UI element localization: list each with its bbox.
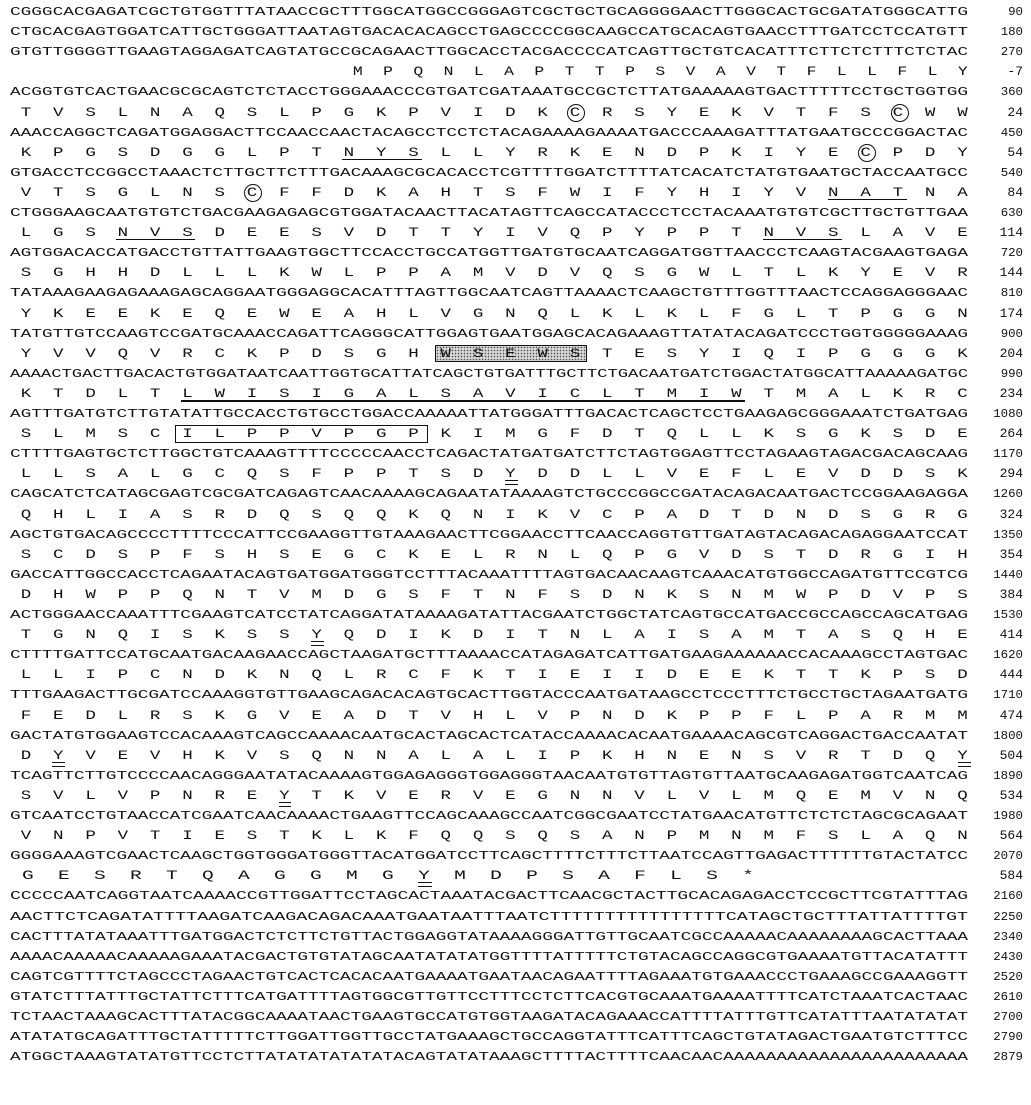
amino-acid-sequence: T G N Q I S K S S Y Q D I K D I T N L A I S A M T A S Q H E (10, 627, 968, 643)
nucleotide-row (8, 404, 1023, 424)
nucleotide-sequence: AAAACTGACTTGACACTGTGGATAATCAATTGGTGCATTATCAGCTGTGATTTGCTTCTGACAATGATCTGGACTATGGCATTAAAAAGATGC (10, 366, 968, 381)
position-number: 900 (1000, 326, 1023, 341)
amino-acid-row (8, 424, 1023, 444)
tyrosine-double-underline (311, 641, 324, 646)
amino-acid-row (8, 103, 1023, 123)
nucleotide-sequence: ACTGGGAACCAAATTTCGAAGTCATCCTATCAGGATATAAAAGATATTACGAATCTGGCTATCAGTGCCATGACCGCCAGCCAGCATGAG (10, 608, 968, 622)
nucleotide-sequence: CGGGCACGAGATCGCTGTGGTTTATAACCGCTTTGGCATGGCCGGGAGTCGCTGCTGCAGGGGAACTTGGGCACTGCGATATGGGCATTG (10, 5, 968, 19)
position-number: 144 (999, 265, 1023, 281)
tyrosine-double-underline (52, 762, 65, 767)
nucleotide-sequence: GTCAATCCTGTAACCATCGAATCAACAAAACTGAAGTTCCAGCAAAGCCAATCGGCGAATCCTATGAACATGTTCTCTCTAGCGCAGAAT (10, 809, 968, 823)
nucleotide-sequence: GTATCTTTATTTGCTATTCTTTCATGATTTTAGTGGCGTTGTTCCTTTCCTCTTCACGTGCAAATGAAAATTTTCATCTAAATCACTAAC (10, 989, 968, 1004)
amino-acid-row (8, 545, 1023, 565)
nucleotide-sequence: CTGCACGAGTGGATCATTGCTGGGATTAATAGTGACACACAGCCTGAGCCCCGGCAAGCCATGCACAGTGAACCTTTGATCCTCCATGTT (10, 25, 968, 40)
nucleotide-sequence: GGGGAAAGTCGAACTCAAGCTGGTGGGATGGGTTACATGGATCCTTCAGCTTTTCTTTCTTAATCCAGTTGAGACTTTTTTGTACTATCC (10, 849, 968, 864)
nucleotide-sequence: AAACCAGGCTCAGATGGAGGACTTCCAACCAACTACAGCCTCCTCTACAGAAAAGAAAATGACCCAAAGATTTATGAATGCCCGGACTAC (10, 125, 968, 140)
nucleotide-row (8, 123, 1023, 143)
nucleotide-row (8, 444, 1023, 464)
position-number: 1800 (993, 728, 1023, 743)
position-number: 360 (1000, 85, 1023, 100)
position-number: 384 (999, 586, 1023, 602)
amino-acid-row (8, 625, 1023, 645)
nucleotide-sequence: AGTGGACACCATGACCTGTTATTGAAGTGGCTTCCACCTGCCATGGTTGATGTGCAATCAGGATGGTTAACCCTCAAGTACGAAGTGAGA (10, 246, 968, 261)
position-number: 114 (999, 225, 1023, 241)
amino-acid-sequence: S G H H D L L L K W L P P A M V D V Q S G W L T L K Y E V R (10, 265, 968, 281)
position-number: 2520 (993, 969, 1023, 984)
tyrosine-double-underline (279, 802, 292, 807)
position-number: 414 (999, 627, 1023, 643)
amino-acid-sequence: S V L V P N R E Y T K V E R V E G N N V L V L M Q E M V N Q (10, 787, 968, 803)
nucleotide-sequence: TATAAAGAAGAGAAAGAGCAGGAATGGGAGGCACATTTAGTTGGCAATCAGTTAAAACTCAAGCTGTTTGGTTTAACTCCAGGAGGGAAC (10, 286, 968, 301)
nucleotide-sequence: CTGGGAAGCAATGTGTCTGACGAAGAGAGCGTGGATACAACTTACATAGTTCAGCCATACCCTCCTACAAATGTGTCGCTTGCTGTTGAA (10, 206, 968, 220)
nucleotide-sequence: TATGTTGTCCAAGTCCGATGCAAACCAGATTCAGGGCATTGGAGTGAATGGAGCACAGAAAGTTATATACAGATCCCTGGTGGGGGAAAG (10, 326, 968, 341)
nucleotide-row (8, 42, 1023, 62)
nucleotide-sequence: AGCTGTGACAGCCCCTTTTCCCATTCCGAAGGTTGTAAAGAACTTCGGAACCTTCAACCAGGTGTTGATAGTACAGACAGAGGAATCCAT (10, 527, 968, 542)
position-number: 1350 (993, 527, 1023, 542)
nucleotide-sequence: GTGACCTCCGGCCTAAACTCTTGCTTCTTTGACAAAGCGCACACCTCGTTTTGGATCTTTTATCACATCTATGTGAATGCTACCAATGCC (10, 165, 968, 180)
nucleotide-sequence: CTTTTGAGTGCTCTTGGCTGTCAAAGTTTTCCCCCAACCTCAGACTATGATGATCTTCTAGTGGAGTTCCTAGAAGTAGACGACAGCAAG (10, 447, 968, 462)
position-number: 1080 (993, 407, 1023, 421)
nucleotide-sequence: CAGTCGTTTTCTAGCCCTAGAACTGTCACTCACACAATGAAAATGAATAACAGAATTTTAGAAATGTGAAACCCTGAAAGCCGAAAGGTT (10, 969, 968, 984)
nucleotide-row (8, 22, 1023, 42)
amino-acid-sequence: K T D L T L W I S I G A L S A V I C L T M I W T M A L K R C (10, 385, 968, 401)
tyrosine-double-underline (505, 480, 518, 485)
nucleotide-row (8, 947, 1023, 967)
nucleotide-row (8, 2, 1023, 22)
position-number: 2790 (993, 1030, 1023, 1045)
amino-acid-sequence: Y V V Q V R C K P D S G H W S E W S T E S Y I Q I P G G G K (10, 345, 968, 361)
position-number: 584 (999, 868, 1023, 884)
nucleotide-row (8, 243, 1023, 263)
nucleotide-sequence: TCAGTTCTTGTCCCCAACAGGGAATATACAAAAGTGGAGAGGGTGGAGGGTAACAATGTGTTAGTGTTAATGCAAGAGATGGTCAATCAG (10, 768, 968, 783)
amino-acid-sequence: K P G S D G G L P T N Y S L L Y R K E N D P K I Y E C P D Y (10, 144, 968, 160)
nucleotide-row (8, 685, 1023, 705)
nucleotide-row (8, 907, 1023, 927)
amino-acid-sequence: Y K E E K E Q E W E A H L V G N Q L K L K L F G L T P G G N (10, 305, 968, 321)
nucleotide-row (8, 525, 1023, 545)
nucleotide-sequence: AAAACAAAAACAAAAAGAAATACGACTGTGTATAGCAATATATATGGTTTTATTTTTCTGTACAGCCAGGCGTGAAAATGTTACATATTT (10, 949, 968, 964)
nucleotide-sequence: AGTTTGATGTCTTGTATATTGCCACCTGTGCCTGGACCAAAAATTATGGGATTTGACACTCAGCTCCTGAAGAGCGGGAAATCTGATGAG (10, 407, 968, 421)
amino-acid-row (8, 866, 1023, 886)
nucleotide-row (8, 1007, 1023, 1027)
amino-acid-sequence: V T S G L N S C F F D K A H T S F W I F Y H I Y V N A T N A (10, 184, 968, 200)
amino-acid-sequence: S C D S P F S H S E G C K E L R N L Q P G V D S T D R G I H (10, 546, 968, 562)
amino-acid-sequence: G E S R T Q A G G M G Y M D P S A F L S * (10, 868, 755, 884)
position-number: 1710 (993, 688, 1023, 703)
glycosylation-site-underline (116, 239, 195, 240)
nucleotide-row (8, 605, 1023, 625)
position-number: 810 (1000, 286, 1023, 301)
cysteine-circle-mark (858, 144, 876, 162)
position-number: 264 (999, 426, 1023, 442)
glycosylation-site-underline (828, 199, 907, 200)
position-number: 630 (1000, 206, 1023, 220)
position-number: 180 (1000, 25, 1023, 40)
nucleotide-row (8, 645, 1023, 665)
position-number: 534 (999, 787, 1023, 803)
amino-acid-sequence: D Y V E V H K V S Q N N A L A L I P K H N E N S V R T D Q Y (10, 747, 968, 763)
nucleotide-row (8, 766, 1023, 786)
nucleotide-sequence: ATGGCTAAAGTATATGTTCCTCTTATATATATATATACAGTATATAAAGCTTTTACTTTTCAACAACAAAAAAAAAAAAAAAAAAAAAAA (10, 1050, 968, 1065)
position-number: 450 (1000, 125, 1023, 140)
position-number: 1620 (993, 648, 1023, 663)
nucleotide-row (8, 1027, 1023, 1047)
nucleotide-sequence: GTGTTGGGGTTGAAGTAGGAGATCAGTATGCCGCAGAACTTGGCACCTACGACCCCATCAGTTGCTGTCACATTTCTTCTCTTTCTCTAC (10, 45, 968, 60)
amino-acid-row (8, 786, 1023, 806)
amino-acid-row (8, 585, 1023, 605)
nucleotide-row (8, 484, 1023, 504)
position-number: 2340 (993, 929, 1023, 944)
amino-acid-row (8, 304, 1023, 324)
tyrosine-double-underline (418, 882, 432, 887)
amino-acid-sequence: T V S L N A Q S L P G K P V I D K C R S Y E K V T F S C W W (10, 104, 968, 120)
glycosylation-site-underline (342, 159, 421, 160)
position-number: 2070 (993, 849, 1023, 864)
nucleotide-sequence: GACCATTGGCCACCTCAGAATACAGTGATGGATGGGTCCTTTACAAATTTTAGTGACAACAAGTCAAACATGTGGCCAGATGTTCCGTCG (10, 567, 968, 582)
amino-acid-sequence: L L S A L G C Q S F P P T S D Y D D L L V E F L E V D D S K (10, 466, 968, 482)
amino-acid-row (8, 62, 1023, 82)
position-number: 1260 (993, 487, 1023, 502)
position-number: 270 (1000, 45, 1023, 60)
position-number: 2700 (993, 1010, 1023, 1024)
cysteine-circle-mark (567, 104, 585, 122)
nucleotide-row (8, 364, 1023, 384)
amino-acid-sequence: V N P V T I E S T K L K F Q Q S Q S A N P M N M F S L A Q N (10, 828, 968, 844)
nucleotide-sequence: TCTAACTAAAGCACTTTATACGGCAAAATAACTGAAGTGCCATGTGGTAAGATACAGAAACCATTTTATTTGTTCATATTTAATATATAT (10, 1010, 968, 1024)
amino-acid-row (8, 706, 1023, 726)
nucleotide-row (8, 565, 1023, 585)
nucleotide-sequence: CACTTTATATAAATTTGATGGACTCTCTTCTGTTACTGGAGGTATAAAAGGGATTGTTGCAATCGCCAAAAACAAAAAAAAGCACTTAAA (10, 929, 968, 944)
position-number: 204 (999, 345, 1023, 361)
position-number: 234 (999, 385, 1023, 401)
amino-acid-row (8, 826, 1023, 846)
position-number: 2160 (993, 889, 1023, 904)
nucleotide-row (8, 163, 1023, 183)
glycosylation-site-underline (763, 239, 842, 240)
nucleotide-row (8, 927, 1023, 947)
position-number: 90 (1008, 5, 1023, 19)
nucleotide-sequence: TTTGAAGACTTGCGATCCAAAGGTGTTGAAGCAGACACAGTGCACTTGGTACCCAATGATAAGCCTCCCTTTCTGCCTGCTAGAATGATG (10, 688, 968, 703)
nucleotide-row (8, 806, 1023, 826)
amino-acid-sequence: L G S N V S D E E S V D T T Y I V Q P Y P P T N V S L A V E (10, 225, 968, 241)
nucleotide-sequence: AACTTCTCAGATATTTTAAGATCAAGACAGACAAATGAATAATTTAATCTTTTTTTTTTTTTTTTCATAGCTGCTTTATTATTTTGT (10, 909, 968, 924)
amino-acid-row (8, 263, 1023, 283)
position-number: -7 (1007, 64, 1023, 80)
nucleotide-sequence: ATATATGCAGATTTGCTATTTTTCTTGGATTGGTTGCCTATGAAAGCTGCCAGGTATTTCATTTCAGCTGTATAGACTGAATGTCTTTCC (10, 1030, 968, 1045)
tyrosine-double-underline (958, 762, 971, 767)
position-number: 2879 (993, 1050, 1023, 1065)
amino-acid-row (8, 183, 1023, 203)
cysteine-circle-mark (244, 184, 262, 202)
nucleotide-sequence: ACGGTGTCACTGAACGCGCAGTCTCTACCTGGGAAACCCGTGATCGATAAATGCCGCTCTTATGAAAAAGTGACTTTTTCCTGCTGGTGG (10, 85, 968, 100)
position-number: 1980 (993, 809, 1023, 823)
amino-acid-sequence: Q H L I A S R D Q S Q Q K Q N I K V C P A D T D N D S G R G (10, 506, 968, 522)
box1-motif-box (175, 425, 428, 443)
nucleotide-row (8, 987, 1023, 1007)
amino-acid-sequence: F E D L R S K G V E A D T V H L V P N D K P P F L P A R M M (10, 707, 968, 723)
nucleotide-row (8, 283, 1023, 303)
amino-acid-row (8, 665, 1023, 685)
position-number: 1530 (993, 608, 1023, 622)
nucleotide-sequence: CCCCCAATCAGGTAATCAAAACCGTTGGATTCCTAGCACTAAATACGACTTCAACGCTACTTGCACAGAGACCTCCGCTTCGTATTTAG (10, 889, 968, 904)
position-number: 540 (1000, 165, 1023, 180)
position-number: 444 (999, 667, 1023, 683)
nucleotide-row (8, 203, 1023, 223)
position-number: 990 (1000, 366, 1023, 381)
position-number: 2610 (993, 989, 1023, 1004)
position-number: 1170 (993, 447, 1023, 462)
nucleotide-row (8, 324, 1023, 344)
nucleotide-row (8, 726, 1023, 746)
nucleotide-sequence: CAGCATCTCATAGCGAGTCGCGATCAGAGTCAACAAAAGCAGAATATAAAAGTCTGCCCGGCCGATACAGACAATGACTCCGGAAGAGGA (10, 487, 968, 502)
nucleotide-row (8, 846, 1023, 866)
cdna-sequence-figure (8, 0, 1023, 1105)
position-number: 720 (1000, 246, 1023, 261)
nucleotide-row (8, 82, 1023, 102)
amino-acid-row (8, 223, 1023, 243)
position-number: 354 (999, 546, 1023, 562)
amino-acid-sequence: L L I P C N D K N Q L R C F K T I E I I D E E K T T K P S D (10, 667, 968, 683)
position-number: 1890 (993, 768, 1023, 783)
amino-acid-sequence: M P Q N L A P T T P S V A V T F L L F L Y (10, 64, 968, 80)
nucleotide-sequence: GACTATGTGGAAGTCCACAAAGTCAGCCAAAACAATGCACTAGCACTCATACCAAAACACAATGAAAACAGCGTCAGGACTGACCAATAT (10, 728, 968, 743)
position-number: 474 (999, 707, 1023, 723)
position-number: 504 (999, 747, 1023, 763)
amino-acid-sequence: D H W P P Q N T V M D G S F T N F S D N K S N M W P D V P S (10, 586, 968, 602)
position-number: 54 (1007, 144, 1023, 160)
position-number: 294 (999, 466, 1023, 482)
position-number: 2430 (993, 949, 1023, 964)
position-number: 24 (1007, 104, 1023, 120)
position-number: 174 (999, 305, 1023, 321)
position-number: 2250 (993, 909, 1023, 924)
nucleotide-row (8, 967, 1023, 987)
amino-acid-row (8, 746, 1023, 766)
nucleotide-row (8, 886, 1023, 906)
transmembrane-underline (181, 400, 746, 402)
amino-acid-row (8, 505, 1023, 525)
position-number: 324 (999, 506, 1023, 522)
nucleotide-row (8, 1047, 1023, 1067)
position-number: 1440 (993, 567, 1023, 582)
cysteine-circle-mark (891, 104, 909, 122)
amino-acid-sequence: S L M S C I L P P V P G P K I M G F D T Q L L K S G K S D E (10, 426, 968, 442)
amino-acid-row (8, 344, 1023, 364)
position-number: 84 (1007, 184, 1023, 200)
nucleotide-sequence: CTTTTGATTCCATGCAATGACAAGAACCAGCTAAGATGCTTTAAAACCATAGAGATCATTGATGAAGAAAAAACCACAAAGCCTAGTGAC (10, 648, 968, 663)
position-number: 564 (999, 828, 1023, 844)
